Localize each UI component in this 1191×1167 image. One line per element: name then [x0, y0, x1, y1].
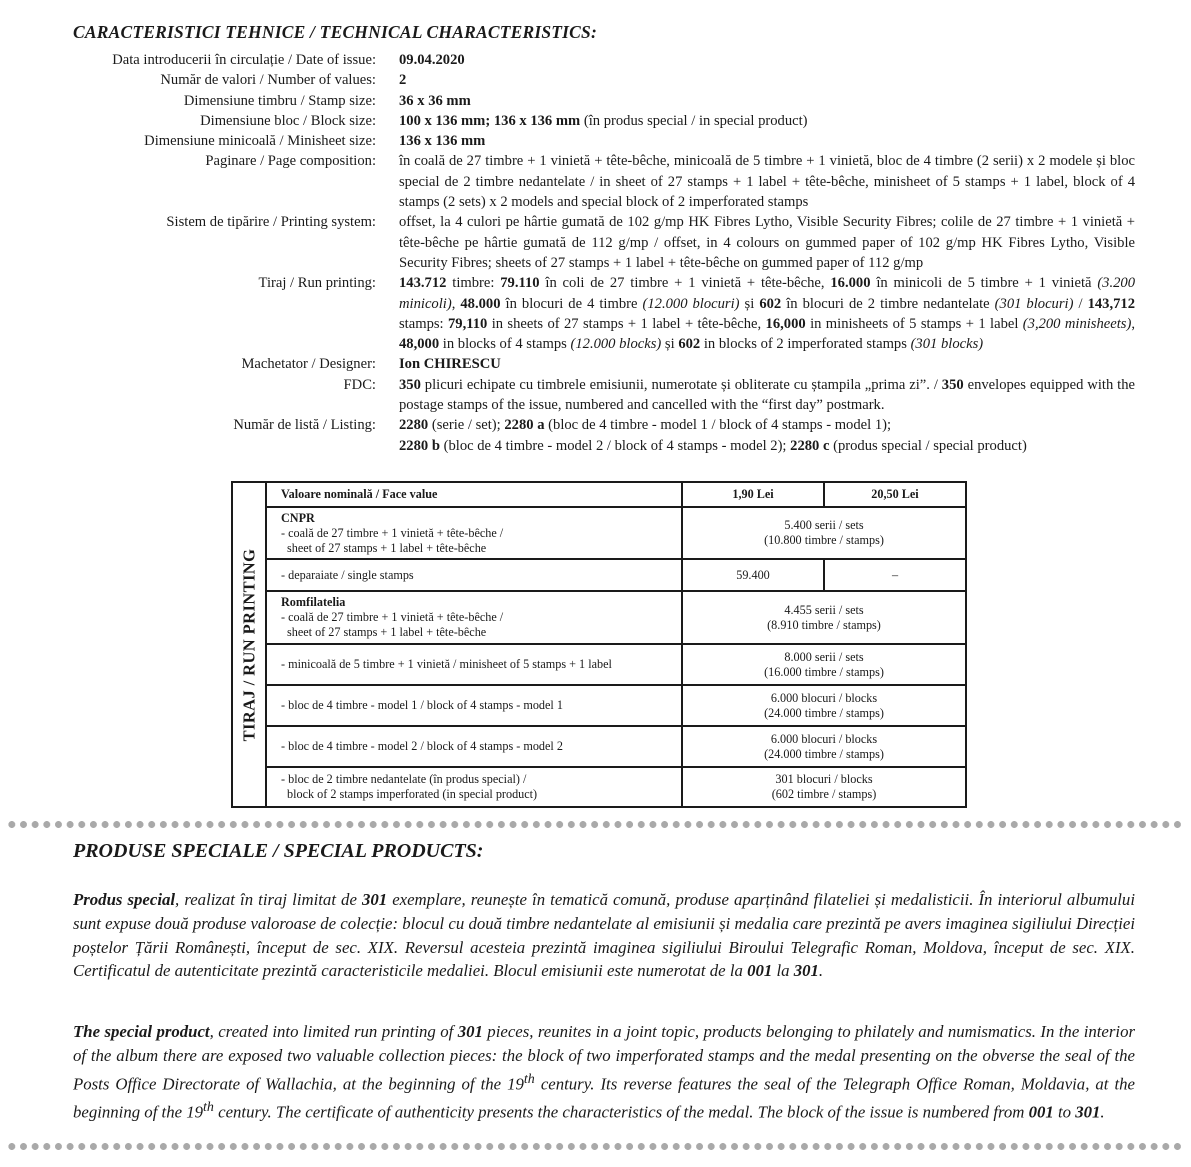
row-label: - bloc de 4 timbre - model 1 / block of 4 stamps - model 1	[266, 685, 682, 726]
spec-label: Sistem de tipărire / Printing system:	[166, 214, 376, 231]
spec-label: Dimensiune minicoală / Minisheet size:	[144, 133, 376, 150]
spec-value: 143.712 timbre: 79.110 în coli de 27 timbre + 1 vinietă + tête-bêche, 16.000 în minicoli de 5 timbre + 1 vinietă (3.200 minicoli), 48.000 în blocuri de 4 timbre (12.000 blocuri) și 602 în blocuri de 2 timbre nedantelate (301 blocuri) / 143,712 stamps: 79,110 in sheets of 27 stamps + 1 label + tête-bêche, 16,000 in minisheets of 5 stamps + 1 label (3,200 minisheets), 48,000 in blocks of 4 stamps (12.000 blocks) și 602 in blocks of 2 imperforated stamps (301 blocks)	[399, 275, 1136, 353]
spec-value: 36 x 36 mm	[399, 92, 471, 109]
row-value: 8.000 serii / sets	[784, 649, 864, 664]
row-value-detail: (16.000 timbre / stamps)	[764, 664, 884, 679]
spec-run-printing	[0, 273, 1191, 354]
spec-value-note: (în produs special / in special product)	[580, 112, 808, 129]
row-label: sheet of 27 stamps + 1 label + tête-bêche	[287, 625, 487, 639]
row-label: block of 2 stamps imperforated (in special product)	[287, 787, 538, 801]
spec-value: 2	[399, 72, 407, 89]
spec-label: Număr de valori / Number of values:	[160, 72, 376, 89]
row-value-detail: (602 timbre / stamps)	[771, 787, 877, 801]
spec-minisheet-size	[0, 131, 1191, 151]
table-row	[232, 726, 966, 767]
spec-label: Număr de listă / Listing:	[233, 417, 376, 434]
row-value: 4.455 serii / sets	[784, 602, 864, 617]
table-row	[232, 644, 966, 685]
spec-block-size	[0, 111, 1191, 131]
row-value-2: –	[824, 559, 966, 591]
row-value-detail: (24.000 timbre / stamps)	[764, 746, 884, 761]
row-value-detail: (10.800 timbre / stamps)	[764, 533, 884, 547]
spec-value: 350 plicuri echipate cu timbrele emisiunii, numerotate și obliterate cu ștampila „prima zi”. / 350 envelopes equipped with the postage stamps of the issue, numbered and cancelled with the “first day” postmark.	[399, 376, 1135, 414]
table-side-label: TIRAJ / RUN PRINTING	[239, 548, 259, 741]
spec-date-of-issue	[0, 50, 1191, 70]
row-value-1: 59.400	[682, 559, 824, 591]
row-title: Romfilatelia	[281, 595, 346, 609]
spec-value: 09.04.2020	[399, 52, 465, 68]
row-value-detail: (8.910 timbre / stamps)	[767, 617, 881, 632]
special-product-ro-paragraph: Produs special, realizat în tiraj limitat de 301 exemplare, reunește în tematică comună, produse aparținând filateliei și medalisticii. În interiorul albumului sunt expuse două produse valoroase de colecție: blocul cu două timbre nedantelate al emisiunii și medalia care prezintă pe avers imaginea sigiliului Direcției poștelor Țării Românești, început de sec. XIX. Reversul acesteia prezintă imaginea sigiliului Biroului Telegrafic Roman, Moldova, început de sec. XIX. Certificatul de autenticitate prezintă caracteristicile medaliei. Blocul emisiunii este numerotat de la 001 la 301.	[73, 890, 1135, 981]
spec-value: 100 x 136 mm; 136 x 136 mm	[399, 112, 581, 129]
spec-value: 2280 (serie / set); 2280 a (bloc de 4 timbre - model 1 / block of 4 stamps - model 1); 2280 b (bloc de 4 timbre - model 2 / block of 4 stamps - model 2); 2280 c (produs special / special product)	[399, 417, 1027, 454]
dotted-divider	[6, 1142, 1185, 1151]
header-value-1: 1,90 Lei	[682, 482, 824, 507]
table-side-label-cell	[232, 482, 266, 807]
spec-value: 136 x 136 mm	[399, 133, 486, 150]
spec-label: Tiraj / Run printing:	[258, 275, 376, 292]
spec-designer	[0, 354, 1191, 374]
spec-listing	[0, 415, 1191, 456]
row-label: - bloc de 2 timbre nedantelate (în produs special) /	[281, 772, 527, 786]
table-header-row	[232, 482, 966, 507]
row-label: - minicoală de 5 timbre + 1 vinietă / minisheet of 5 stamps + 1 label	[266, 644, 682, 685]
technical-title: CARACTERISTICI TEHNICE / TECHNICAL CHARACTERISTICS:	[73, 22, 598, 42]
spec-value: Ion CHIRESCU	[399, 356, 501, 373]
spec-label: FDC:	[343, 376, 376, 393]
row-label: - coală de 27 timbre + 1 vinietă + tête-bêche /	[281, 610, 504, 624]
spec-label: Data introducerii în circulație / Date of issue:	[112, 52, 376, 68]
row-value: 6.000 blocuri / blocks	[770, 690, 878, 705]
spec-label: Dimensiune timbru / Stamp size:	[183, 92, 376, 109]
special-products-title: PRODUSE SPECIALE / SPECIAL PRODUCTS:	[73, 840, 484, 862]
table-row	[232, 591, 966, 644]
row-value: 301 blocuri / blocks	[775, 772, 873, 786]
spec-label: Paginare / Page composition:	[205, 153, 376, 170]
row-label: sheet of 27 stamps + 1 label + tête-bêche	[287, 540, 487, 555]
table-row	[232, 767, 966, 807]
table-row	[232, 685, 966, 726]
row-title: CNPR	[281, 510, 315, 525]
spec-page-composition	[0, 151, 1191, 212]
row-value: 6.000 blocuri / blocks	[770, 731, 878, 746]
spec-printing-system	[0, 212, 1191, 273]
run-printing-table	[231, 481, 967, 808]
row-value-detail: (24.000 timbre / stamps)	[764, 705, 884, 720]
row-label: - coală de 27 timbre + 1 vinietă + tête-bêche /	[281, 525, 504, 540]
row-label: - deparaiate / single stamps	[266, 559, 682, 591]
table-row	[232, 559, 966, 591]
header-face-value: Valoare nominală / Face value	[266, 482, 682, 507]
technical-specs	[0, 50, 1191, 456]
dotted-divider	[6, 820, 1185, 829]
spec-value: în coală de 27 timbre + 1 vinietă + tête-bêche, minicoală de 5 timbre + 1 vinietă, bloc de 4 timbre (2 serii) x 2 modele și bloc special de 2 timbre nedantelate / in sheet of 27 stamps + 1 label + tête-bêche, minisheet of 5 stamps + 1 label, block of 4 stamps (2 sets) x 2 models and special block of 2 imperforated stamps	[399, 153, 1135, 211]
spec-label: Dimensiune bloc / Block size:	[200, 112, 376, 129]
row-label: - bloc de 4 timbre - model 2 / block of 4 stamps - model 2	[266, 726, 682, 767]
spec-value: offset, la 4 culori pe hârtie gumată de 102 g/mp HK Fibres Lytho, Visible Security Fibres; colile de 27 timbre + 1 vinietă + tête-bêche pe hârtie gumată de 112 g/mp / offset, in 4 colours on gummed paper of 102 g/mp HK Fibres Lytho, Visible Security Fibres; sheets of 27 stamps + 1 label + tête-bêche on gummed paper of 112 g/mp	[399, 214, 1135, 271]
special-product-en-paragraph: The special product, created into limited run printing of 301 pieces, reunites in a joint topic, products belonging to philately and numismatics. In the interior of the album there are exposed two valuable collection pieces: the block of two imperforated stamps and the medal presenting on the obverse the seal of the Posts Office Directorate of Wallachia, at the beginning of the 19th century. Its reverse features the seal of the Telegraph Office Roman, Moldavia, at the beginning of the 19th century. The certificate of authenticity presents the characteristics of the medal. The block of the issue is numbered from 001 to 301.	[73, 1022, 1135, 1122]
header-value-2: 20,50 Lei	[824, 482, 966, 507]
spec-label: Machetator / Designer:	[241, 356, 376, 373]
table-row	[232, 507, 966, 559]
spec-fdc	[0, 375, 1191, 416]
spec-number-of-values	[0, 70, 1191, 90]
spec-stamp-size	[0, 91, 1191, 111]
row-value: 5.400 serii / sets	[784, 518, 864, 532]
